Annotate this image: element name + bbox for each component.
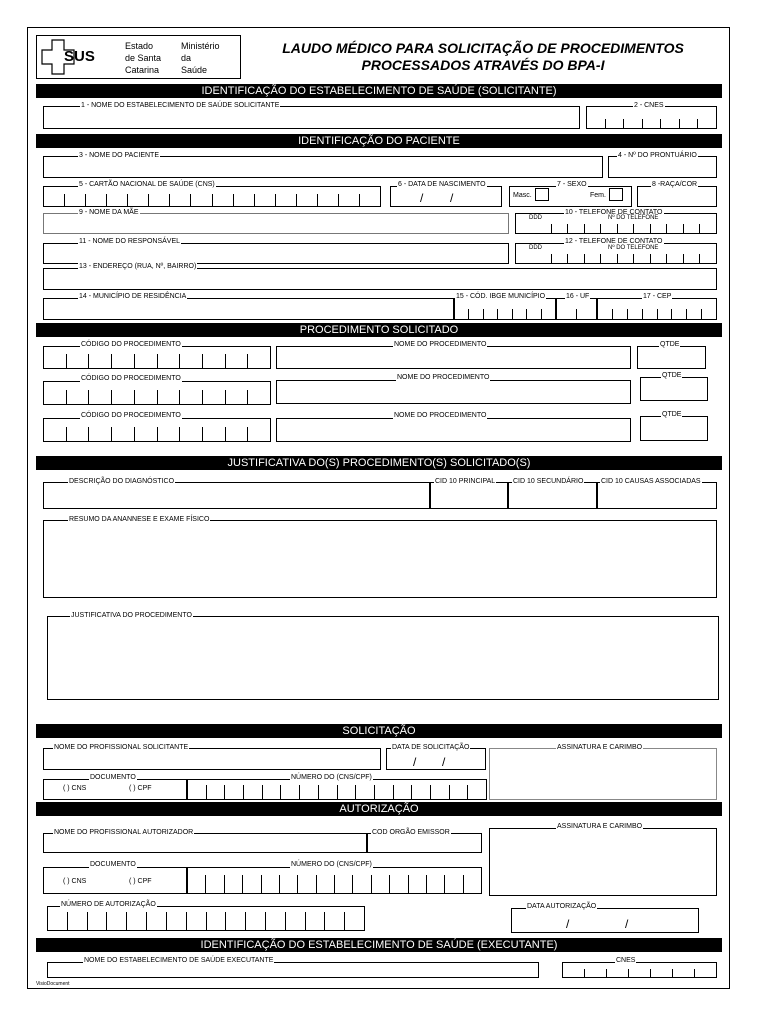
section-solicitacao-header: SOLICITAÇÃO <box>36 724 722 738</box>
cnes-executante-ticks <box>563 969 716 977</box>
numero-cns-cpf-label: NÚMERO DO (CNS/CPF) <box>291 774 372 781</box>
cod-proc-ticks <box>44 354 270 368</box>
numero-cns-cpf-ticks <box>188 785 486 799</box>
cns-option[interactable]: ( ) CNS <box>63 785 87 792</box>
date-separator: / <box>420 191 424 205</box>
f5-label: 5 - CARTÃO NACIONAL DE SAÚDE (CNS) <box>79 181 215 188</box>
cpf-option[interactable]: ( ) CPF <box>129 785 152 792</box>
nome-proc-label: NOME DO PROCEDIMENTO <box>394 412 487 419</box>
nome-procedimento-field-3[interactable] <box>276 418 631 442</box>
section-solicitante-header: IDENTIFICAÇÃO DO ESTABELECIMENTO DE SAÚDE (SOLICITANTE) <box>36 84 722 98</box>
assinatura-autorizador-field[interactable] <box>489 828 717 896</box>
date-separator: / <box>413 755 417 769</box>
telefone-2-ticks <box>535 254 716 263</box>
cep-ticks <box>598 309 716 319</box>
numero-cns-cpf-ticks <box>188 875 481 893</box>
nome-responsavel-field[interactable] <box>43 243 509 264</box>
cns-ticks <box>44 194 380 206</box>
documento-label: DOCUMENTO <box>90 774 136 781</box>
telefone-1-ticks <box>535 224 716 233</box>
prof-sol-label: NOME DO PROFISSIONAL SOLICITANTE <box>54 744 189 751</box>
cid-principal-field[interactable] <box>430 482 508 509</box>
documento-label: DOCUMENTO <box>90 861 136 868</box>
uf-ticks <box>557 309 596 319</box>
data-sol-label: DATA DE SOLICITAÇÃO <box>392 744 470 751</box>
qtde-label: QTDE <box>662 411 682 418</box>
cod-proc-label: CÓDIGO DO PROCEDIMENTO <box>81 341 181 348</box>
ddd-label: DDD <box>529 245 542 251</box>
data-aut-label: DATA AUTORIZAÇÃO <box>527 903 597 910</box>
nome-exec-label: NOME DO ESTABELECIMENTO DE SAÚDE EXECUTANTE <box>84 957 274 964</box>
prof-aut-label: NOME DO PROFISSIONAL AUTORIZADOR <box>54 829 194 836</box>
cid-causas-associadas-field[interactable] <box>597 482 717 509</box>
f6-label: 6 - DATA DE NASCIMENTO <box>398 181 486 188</box>
nome-procedimento-field-1[interactable] <box>276 346 631 369</box>
cid-sec-label: CID 10 SECUNDÁRIO <box>513 478 584 485</box>
f4-label: 4 - Nº DO PRONTUÁRIO <box>618 152 697 159</box>
title-line-2: PROCESSADOS ATRAVÉS DO BPA-I <box>361 57 605 73</box>
nro-telefone-label: Nº DO TELEFONE <box>608 215 659 221</box>
f11-label: 11 - NOME DO RESPONSÁVEL <box>79 238 181 245</box>
ddd-label: DDD <box>529 215 542 221</box>
f7-label: 7 - SEXO <box>557 181 587 188</box>
f3-label: 3 - NOME DO PACIENTE <box>79 152 159 159</box>
masc-checkbox[interactable] <box>535 188 549 201</box>
f13-label: 13 - ENDEREÇO (RUA, Nº, BAIRRO) <box>79 263 197 270</box>
cpf-option[interactable]: ( ) CPF <box>129 878 152 885</box>
cid-pri-label: CID 10 PRINCIPAL <box>435 478 496 485</box>
qtde-label: QTDE <box>660 341 680 348</box>
state-line: Catarina <box>125 65 160 75</box>
cid-secundario-field[interactable] <box>508 482 597 509</box>
sus-logo-text: SUS <box>64 48 95 65</box>
raca-cor-field[interactable] <box>637 186 717 207</box>
section-procedimento-header: PROCEDIMENTO SOLICITADO <box>36 323 722 337</box>
state-name <box>125 40 161 76</box>
section-executante-header: IDENTIFICAÇÃO DO ESTABELECIMENTO DE SAÚDE (EXECUTANTE) <box>36 938 722 952</box>
state-line: de Santa <box>125 53 162 63</box>
f10-label: 10 - TELEFONE DE CONTATO <box>565 209 663 216</box>
cid-assoc-label: CID 10 CAUSAS ASSOCIADAS <box>601 478 701 485</box>
date-separator: / <box>566 917 570 931</box>
cod-proc-ticks <box>44 390 270 404</box>
municipio-residencia-field[interactable] <box>43 298 454 320</box>
ministry-line: da <box>181 53 192 63</box>
cnes-ticks <box>587 119 716 128</box>
ministry-line: Saúde <box>181 65 208 75</box>
nome-procedimento-field-2[interactable] <box>276 380 631 404</box>
cnes-label: CNES <box>616 957 636 964</box>
f16-label: 16 - UF <box>566 293 590 300</box>
just-proc-label: JUSTIFICATIVA DO PROCEDIMENTO <box>71 612 192 619</box>
cns-option[interactable]: ( ) CNS <box>63 878 87 885</box>
ministry-line: Ministério <box>181 41 220 51</box>
date-separator: / <box>450 191 454 205</box>
f12-label: 12 - TELEFONE DE CONTATO <box>565 238 663 245</box>
fem-label: Fem. <box>590 192 606 199</box>
f9-label: 9 - NOME DA MÃE <box>79 209 139 216</box>
f2-label: 2 - CNES <box>634 102 664 109</box>
anamnese-label: RESUMO DA ANANNESE E EXAME FÍSICO <box>69 516 210 523</box>
cod-proc-ticks <box>44 427 270 441</box>
num-aut-label: NÚMERO DE AUTORIZAÇÃO <box>61 901 156 908</box>
footer-credit: VisioDocument <box>36 981 70 987</box>
qtde-field-2[interactable] <box>640 377 708 401</box>
nome-proc-label: NOME DO PROCEDIMENTO <box>397 374 490 381</box>
masc-label: Masc. <box>513 192 532 199</box>
justificativa-procedimento-field[interactable] <box>47 616 719 700</box>
nro-telefone-label: Nº DO TELEFONE <box>608 245 659 251</box>
cod-proc-label: CÓDIGO DO PROCEDIMENTO <box>81 412 181 419</box>
fem-checkbox[interactable] <box>609 188 623 201</box>
title-line-1: LAUDO MÉDICO PARA SOLICITAÇÃO DE PROCEDIMENTOS <box>282 40 684 56</box>
ibge-ticks <box>455 309 555 319</box>
date-separator: / <box>442 755 446 769</box>
cod-orgao-label: COD ORGÃO EMISSOR <box>372 829 450 836</box>
ministry-name <box>181 40 220 76</box>
f14-label: 14 - MUNICÍPIO DE RESIDÊNCIA <box>79 293 187 300</box>
date-separator: / <box>625 917 629 931</box>
diag-label: DESCRIÇÃO DO DIAGNÓSTICO <box>69 478 175 485</box>
assinatura-solicitante-field[interactable] <box>489 748 717 800</box>
assinatura-label: ASSINATURA E CARIMBO <box>557 744 643 751</box>
numero-cns-cpf-label: NÚMERO DO (CNS/CPF) <box>291 861 372 868</box>
cod-proc-label: CÓDIGO DO PROCEDIMENTO <box>81 375 181 382</box>
assinatura-label: ASSINATURA E CARIMBO <box>557 823 643 830</box>
section-justificativa-header: JUSTIFICATIVA DO(S) PROCEDIMENTO(S) SOLICITADO(S) <box>36 456 722 470</box>
data-autorizacao-field[interactable] <box>511 908 699 933</box>
qtde-field-1[interactable] <box>637 346 706 369</box>
data-nascimento-field[interactable] <box>390 186 502 207</box>
f1-label: 1 - NOME DO ESTABELECIMENTO DE SAÚDE SOLICITANTE <box>81 102 280 109</box>
resumo-anamnese-field[interactable] <box>43 520 717 598</box>
f15-label: 15 - CÓD. IBGE MUNICÍPIO <box>456 293 546 300</box>
f8-label: 8 -RAÇA/COR <box>652 181 698 188</box>
state-line: Estado <box>125 41 154 51</box>
qtde-label: QTDE <box>662 372 682 379</box>
f17-label: 17 - CEP <box>643 293 672 300</box>
numero-autorizacao-ticks <box>48 912 364 930</box>
form-title <box>248 40 718 74</box>
section-paciente-header: IDENTIFICAÇÃO DO PACIENTE <box>36 134 722 148</box>
endereco-field[interactable] <box>43 268 717 290</box>
section-autorizacao-header: AUTORIZAÇÃO <box>36 802 722 816</box>
nome-proc-label: NOME DO PROCEDIMENTO <box>394 341 487 348</box>
descricao-diagnostico-field[interactable] <box>43 482 430 509</box>
qtde-field-3[interactable] <box>640 416 708 441</box>
